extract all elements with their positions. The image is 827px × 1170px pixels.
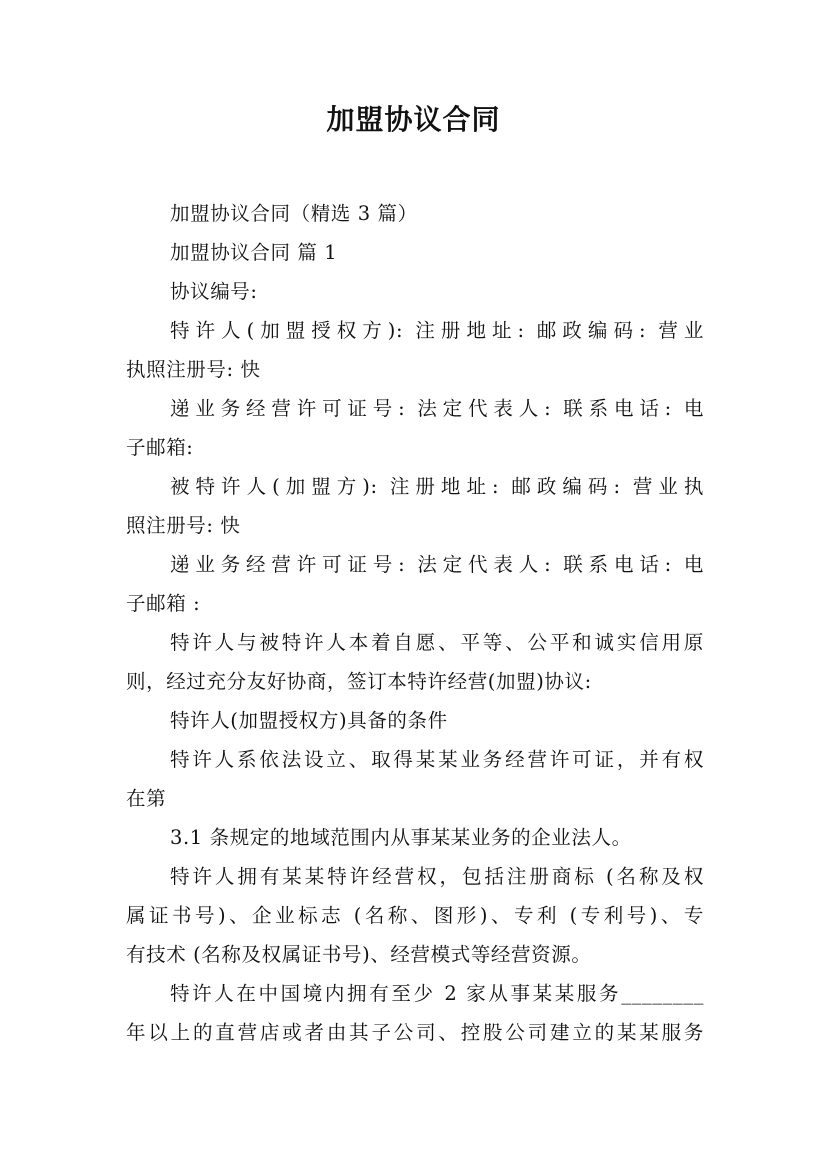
text-line: 递业务经营许可证号: 法定代表人: 联系电话: 电 bbox=[170, 397, 704, 420]
document-body bbox=[126, 194, 704, 1052]
text-line: 特许人与被特许人本着自愿、平等、公平和诚实信用原 bbox=[170, 631, 704, 654]
text-line: 在第 bbox=[126, 787, 167, 810]
text-line: 被特许人(加盟方): 注册地址: 邮政编码: 营业执 bbox=[170, 475, 704, 498]
text-line: 则，经过充分友好协商，签订本特许经营(加盟)协议: bbox=[126, 670, 592, 693]
text-line: 子邮箱 : bbox=[126, 592, 201, 615]
document-title: 加盟协议合同 bbox=[326, 103, 501, 136]
text-line: 子邮箱: bbox=[126, 436, 194, 459]
text-line: 年以上的直营店或者由其子公司、控股公司建立的某某服务 bbox=[126, 1021, 704, 1044]
text-line: 特许人(加盟授权方): 注册地址: 邮政编码: 营业 bbox=[170, 319, 704, 342]
text-line: 加盟协议合同（精选 3 篇） bbox=[170, 202, 418, 225]
text-line: 加盟协议合同 篇 1 bbox=[170, 241, 338, 264]
text-line: 属证书号)、企业标志 (名称、图形)、专利 (专利号)、专 bbox=[126, 904, 704, 927]
text-line: 执照注册号: 快 bbox=[126, 358, 261, 381]
text-line: 有技术 (名称及权属证书号)、经营模式等经营资源。 bbox=[126, 943, 592, 966]
text-line: 递业务经营许可证号: 法定代表人: 联系电话: 电 bbox=[170, 553, 704, 576]
text-line: 特许人拥有某某特许经营权，包括注册商标 (名称及权 bbox=[170, 865, 704, 888]
text-line: 3.1 条规定的地域范围内从事某某业务的企业法人。 bbox=[170, 826, 632, 849]
text-line: 特许人(加盟授权方)具备的条件 bbox=[170, 709, 448, 732]
text-line: 特许人系依法设立、取得某某业务经营许可证，并有权 bbox=[170, 748, 704, 771]
text-line: 协议编号: bbox=[170, 280, 258, 303]
text-line: 特许人在中国境内拥有至少 2 家从事某某服务________ bbox=[170, 982, 704, 1005]
text-line: 照注册号: 快 bbox=[126, 514, 241, 537]
